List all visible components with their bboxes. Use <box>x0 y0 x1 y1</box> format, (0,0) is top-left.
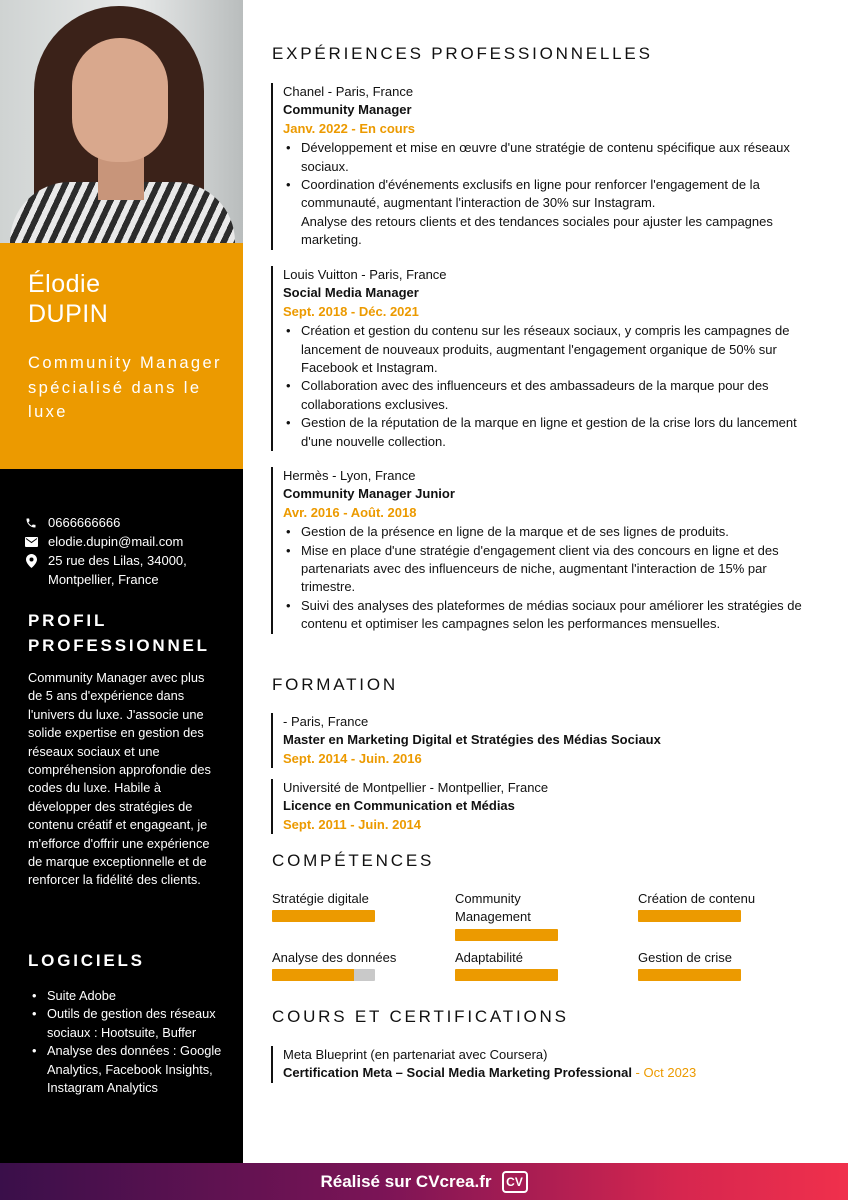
role: Social Media Manager <box>283 285 419 301</box>
role: Community Manager <box>283 102 412 118</box>
phone-number[interactable]: 0666666666 <box>48 515 121 530</box>
skill-bar-fill <box>455 929 558 941</box>
company: Louis Vuitton - Paris, France <box>283 267 447 282</box>
skill-bar-fill <box>272 910 375 922</box>
company: Chanel - Paris, France <box>283 84 414 99</box>
contact-phone <box>24 513 234 532</box>
degree: Master en Marketing Digital et Stratégies des Médias Sociaux <box>283 732 661 748</box>
list-item: • Analyse des données : Google Analytics, Facebook Insights, Instagram Analytics <box>30 1042 230 1097</box>
skill-name: Stratégie digitale <box>272 891 369 906</box>
degree: Licence en Communication et Médias <box>283 798 515 814</box>
date: Avr. 2016 - Août. 2018 <box>283 504 417 520</box>
skill-bar-fill <box>272 969 354 981</box>
skill-name: Analyse des données <box>272 950 397 965</box>
skill-bar <box>455 929 558 941</box>
list-item: • Création et gestion du contenu sur les réseaux sociaux, y compris les campagnes de lancement de nouveaux produits, augmentant l'engagement organique de 50% sur Facebook et Instagram. <box>283 322 811 377</box>
skill-bar <box>272 969 375 981</box>
bullet-list <box>283 322 811 451</box>
footer-banner[interactable] <box>0 1163 848 1200</box>
skill-bar <box>272 910 375 922</box>
phone-icon <box>24 513 38 532</box>
list-item: • Gestion de la présence en ligne de la marque et de ses lignes de produits. <box>283 523 811 541</box>
skill-name: Gestion de crise <box>638 950 732 965</box>
courses-heading: COURS ET CERTIFICATIONS <box>272 1007 569 1026</box>
bullet-list <box>283 523 811 633</box>
list-item: • Gestion de la réputation de la marque en ligne et gestion de la crise lors du lancement d'une nouvelle collection. <box>283 414 811 451</box>
skill-bar <box>638 910 741 922</box>
skill-name: Création de contenu <box>638 891 756 906</box>
email-address[interactable]: elodie.dupin@mail.com <box>48 534 184 549</box>
sidebar <box>0 0 243 1163</box>
school: - Paris, France <box>283 714 369 729</box>
skill-bar-fill <box>638 910 741 922</box>
skill-item <box>455 949 605 981</box>
education-heading: FORMATION <box>272 675 398 694</box>
name-block <box>0 243 243 469</box>
software-list <box>30 987 230 1097</box>
skill-bar <box>638 969 741 981</box>
last-name: DUPIN <box>28 300 109 328</box>
course-title: Certification Meta – Social Media Marketing Professional <box>283 1065 632 1081</box>
skill-bar-fill <box>638 969 741 981</box>
course-entry <box>271 1046 811 1083</box>
skill-name: Community Management <box>455 891 531 925</box>
list-item: • Développement et mise en œuvre d'une stratégie de contenu spécifique aux réseaux sociaux. <box>283 139 811 176</box>
first-name: Élodie <box>28 270 101 298</box>
experience-heading: EXPÉRIENCES PROFESSIONNELLES <box>272 44 653 63</box>
skills-heading: COMPÉTENCES <box>272 851 435 870</box>
skill-item <box>638 890 788 922</box>
job-title: Community Manager spécialisé dans le luxe <box>28 354 222 421</box>
bullet-continuation: Analyse des retours clients et des tendances sociales pour ajuster les campagnes marketing. <box>301 213 773 248</box>
date: Sept. 2014 - Juin. 2016 <box>283 750 422 766</box>
date: Janv. 2022 - En cours <box>283 120 415 136</box>
experience-entry <box>271 83 811 250</box>
skill-bar-fill <box>455 969 558 981</box>
course-date: Oct 2023 <box>643 1065 697 1081</box>
mail-icon <box>24 532 38 551</box>
education-entry <box>271 779 811 834</box>
contact-email <box>24 532 234 551</box>
date: Sept. 2011 - Juin. 2014 <box>283 816 422 832</box>
bullet-list <box>283 139 811 213</box>
school: Université de Montpellier - Montpellier, France <box>283 780 549 795</box>
role: Community Manager Junior <box>283 486 455 502</box>
course-title-line <box>283 1064 811 1082</box>
skill-item <box>638 949 788 981</box>
profile-text: Community Manager avec plus de 5 ans d'expérience dans l'univers du luxe. J'associe une solide expertise en gestion des réseaux sociaux et une compréhension approfondie des codes du luxe. Habile à développer des stratégies de contenu créatif et engageant, je m'efforce d'offrir une expérience de marque exceptionnelle et de renforcer la fidélité des clients. <box>28 670 211 888</box>
skill-name: Adaptabilité <box>455 950 523 965</box>
list-item: • Coordination d'événements exclusifs en ligne pour renforcer l'engagement de la communauté, augmentant l'interaction de 30% sur Instagram. <box>283 176 811 213</box>
skill-item <box>272 890 422 922</box>
list-item: • Suite Adobe <box>30 987 230 1005</box>
profile-heading: PROFIL PROFESSIONNEL <box>28 611 210 655</box>
company: Hermès - Lyon, France <box>283 468 416 483</box>
date: Sept. 2018 - Déc. 2021 <box>283 303 419 319</box>
footer-text[interactable]: Réalisé sur CVcrea.fr <box>320 1171 492 1191</box>
experience-entry <box>271 467 811 634</box>
skill-bar <box>455 969 558 981</box>
contact-address <box>24 551 234 589</box>
location-icon <box>24 551 38 570</box>
list-item: • Outils de gestion des réseaux sociaux : Hootsuite, Buffer <box>30 1005 230 1042</box>
course-org: Meta Blueprint (en partenariat avec Coursera) <box>283 1047 548 1062</box>
list-item: • Collaboration avec des influenceurs et des ambassadeurs de la marque pour des collaborations exclusives. <box>283 377 811 414</box>
contact-info <box>24 513 234 589</box>
skill-item <box>455 890 575 941</box>
postal-address: 25 rue des Lilas, 34000, Montpellier, France <box>48 553 187 587</box>
experience-entry <box>271 266 811 451</box>
software-heading: LOGICIELS <box>28 951 145 970</box>
course-date-separator: - <box>631 1065 644 1081</box>
list-item: • Mise en place d'une stratégie d'engagement client via des concours en ligne et des partenariats avec des influenceurs de niche, augmentant l'interaction de 15% par trimestre. <box>283 542 811 597</box>
cvcrea-logo: CV <box>502 1171 528 1193</box>
profile-photo <box>0 0 243 243</box>
list-item: • Suivi des analyses des plateformes de médias sociaux pour améliorer les stratégies de contenu et optimiser les campagnes selon les performances mensuelles. <box>283 597 811 634</box>
skill-item <box>272 949 422 981</box>
education-entry <box>271 713 811 768</box>
